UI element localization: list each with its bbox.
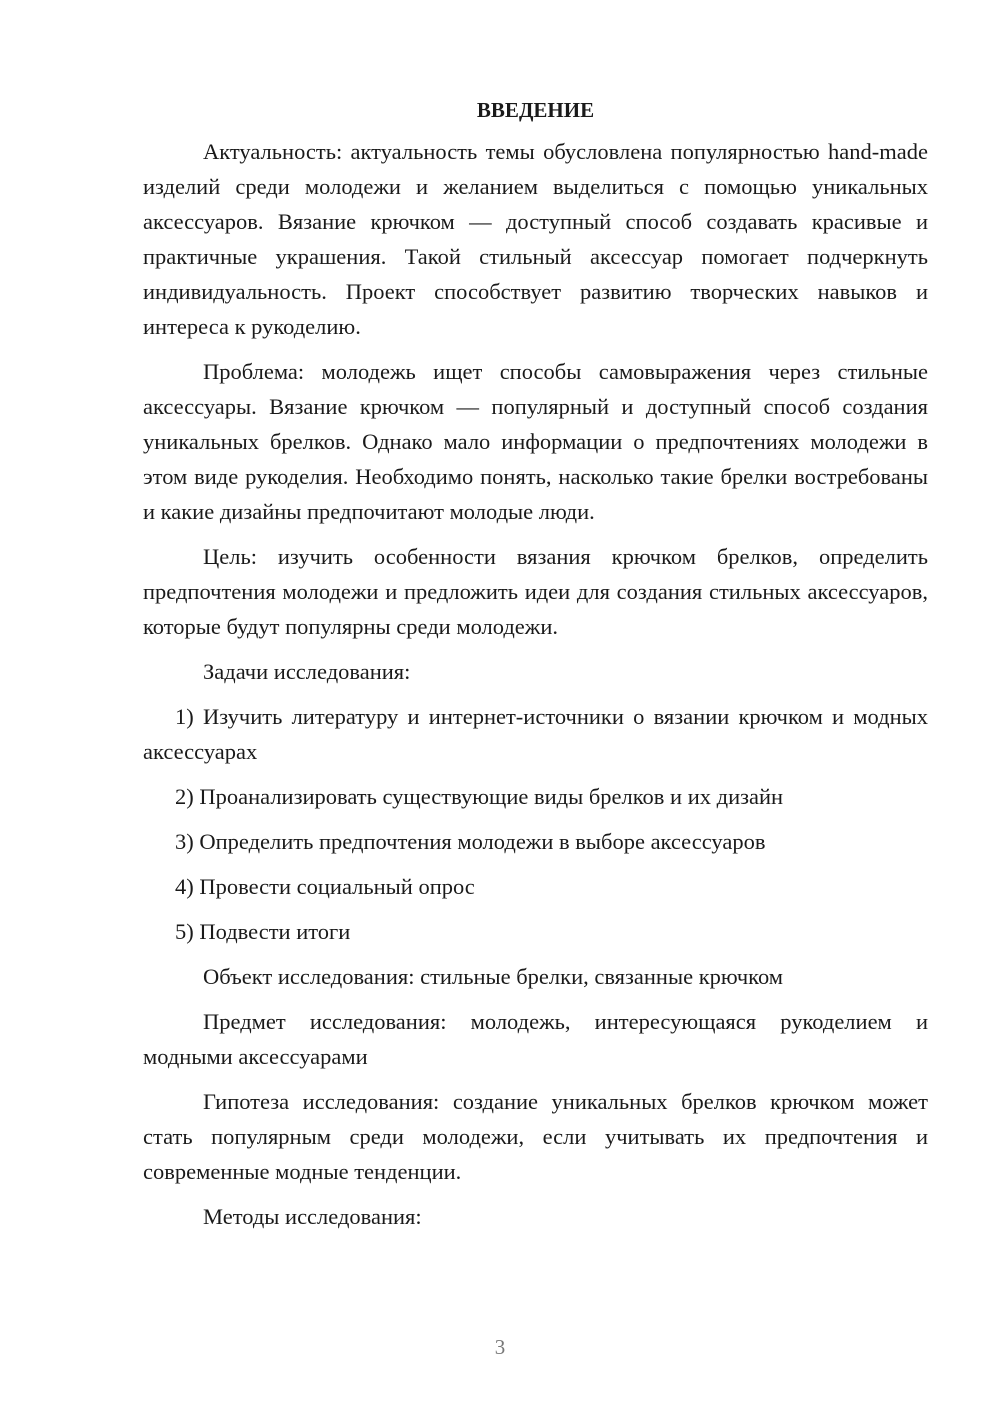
task-item-5: 5) Подвести итоги <box>175 919 351 944</box>
document-heading: ВВЕДЕНИЕ <box>476 98 595 122</box>
task-item-4: 4) Провести социальный опрос <box>175 874 475 899</box>
task-item-1: 1) Изучить литературу и интернет-источники о вязании крючком и модных аксессуарах <box>143 704 928 764</box>
object-paragraph: Объект исследования: стильные брелки, связанные крючком <box>203 964 784 989</box>
problem-paragraph: Проблема: молодежь ищет способы самовыражения через стильные аксессуары. Вязание крючком — популярный и доступный способ создания уникальных брелков. Однако мало информации о предпочтениях молодежи в этом виде рукоделия. Необходимо понять, насколько такие брелки востребованы и какие дизайны предпочитают молодые люди. <box>143 359 928 524</box>
methods-paragraph: Методы исследования: <box>203 1204 422 1229</box>
task-item-3: 3) Определить предпочтения молодежи в выборе аксессуаров <box>175 829 766 854</box>
hypothesis-paragraph: Гипотеза исследования: создание уникальных брелков крючком может стать популярным среди молодежи, если учитывать их предпочтения и современные модные тенденции. <box>143 1089 928 1184</box>
goal-paragraph: Цель: изучить особенности вязания крючком брелков, определить предпочтения молодежи и предложить идеи для создания стильных аксессуаров, которые будут популярны среди молодежи. <box>143 544 928 639</box>
document-page <box>143 95 928 1244</box>
relevance-paragraph: Актуальность: актуальность темы обусловлена популярностью hand-made изделий среди молодежи и желанием выделиться с помощью уникальных аксессуаров. Вязание крючком — доступный способ создавать красивые и практичные украшения. Такой стильный аксессуар помогает подчеркнуть индивидуальность. Проект способствует развитию творческих навыков и интереса к рукоделию. <box>143 139 928 339</box>
page-number: 3 <box>494 1335 506 1359</box>
tasks-heading: Задачи исследования: <box>203 659 411 684</box>
subject-paragraph: Предмет исследования: молодежь, интересующаяся рукоделием и модными аксессуарами <box>143 1009 928 1069</box>
task-item-2: 2) Проанализировать существующие виды брелков и их дизайн <box>175 784 784 809</box>
